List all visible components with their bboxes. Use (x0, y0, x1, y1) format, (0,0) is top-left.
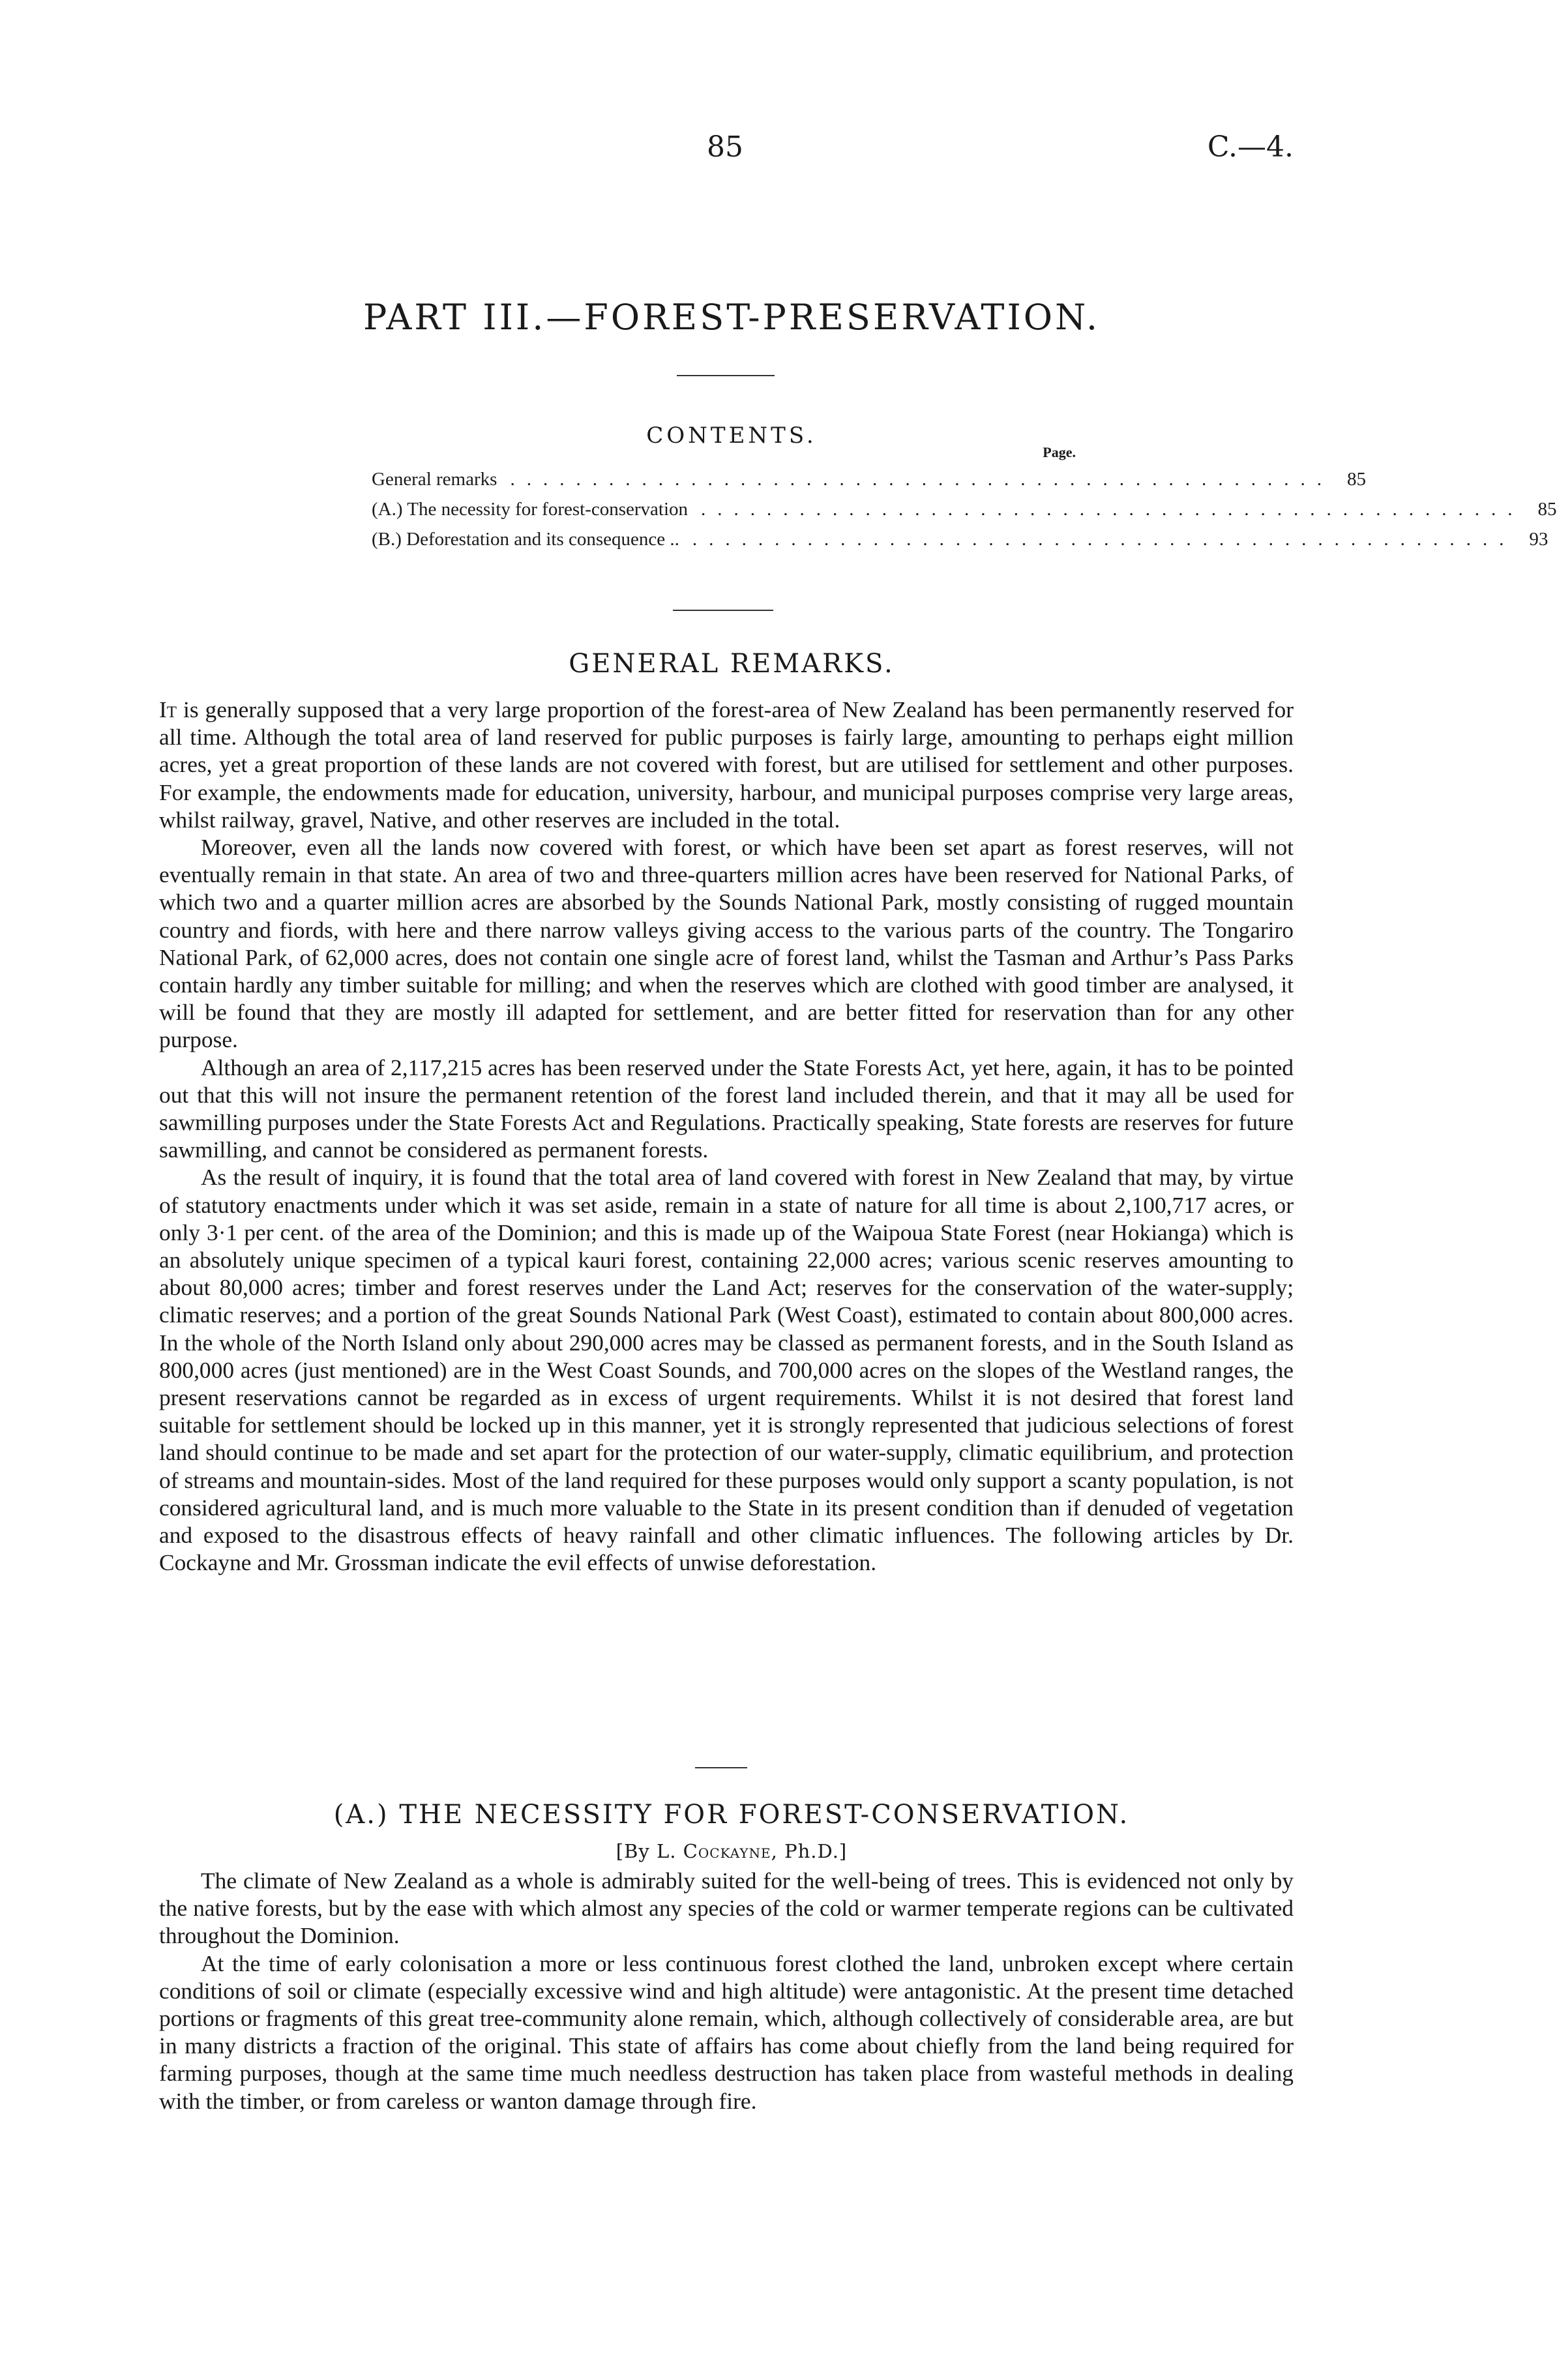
contents-row (372, 494, 1557, 524)
part-title: PART III.—FOREST-PRESERVATION. (363, 297, 1101, 338)
paragraph: The climate of New Zealand as a whole is admirably suited for the well-being of trees. This is evidenced not only by the native forests, but by the ease with which almost any species of the cold or warmer temperate regions can be cultivated throughout the Dominion. (159, 1867, 1294, 1949)
general-remarks-heading: GENERAL REMARKS. (569, 649, 895, 679)
paragraph (159, 696, 1294, 833)
byline-author: L. Cockayne (656, 1840, 771, 1862)
contents-row (372, 464, 1366, 494)
contents-item-label: (A.) The necessity for forest-conservation (372, 499, 689, 520)
paragraph: Although an area of 2,117,215 acres has been reserved under the State Forests Act, yet here, again, it has to be pointed out that this will not insure the permanent retention of the forest land included therein, and that it may all be used for sawmilling purposes under the State Forests Act and Regulations. Practically speaking, State forests are reserves for future sawmilling, and cannot be considered as permanent forests. (159, 1054, 1294, 1163)
page-number: 85 (707, 130, 743, 164)
divider (673, 610, 773, 611)
contents-item-page: 93 (1529, 529, 1549, 550)
leader-dots: .................................................. (701, 499, 1524, 520)
paragraph-text: is generally supposed that a very large proportion of the forest-area of New Zealand has been permanently reserved for all time. Although the total area of land reserved for public purposes is fairly large, amounting to perhaps eight million acres, yet a great proportion of these lands are not covered with forest, but are utilised for settlement and other purposes. For example, the endowments made for education, university, harbour, and municipal purposes comprise very large areas, whilst railway, gravel, Native, and other reserves are included in the total. (159, 696, 1294, 833)
contents-row (372, 524, 1549, 554)
paragraph: Moreover, even all the lands now covered with forest, or which have been set apart as forest reserves, will not eventually remain in that state. An area of two and three-quarters million acres have been reserved for National Parks, of which two and a quarter million acres are absorbed by the Sounds National Park, mostly consisting of rugged mountain country and fiords, with here and there narrow valleys giving access to the various parts of the country. The Tongariro National Park, of 62,000 acres, does not contain one single acre of forest land, whilst the Tasman and Arthur’s Pass Parks contain hardly any timber suitable for milling; and when the reserves which are clothed with good timber are analysed, it will be found that they are mostly ill adapted for settlement, and are better fitted for reservation than for any other purpose. (159, 834, 1294, 1053)
paragraph: At the time of early colonisation a more or less continuous forest clothed the land, unbroken except where certain conditions of soil or climate (especially excessive wind and high altitude) were antagonistic. At the present time detached portions or fragments of this great tree-community alone remain, which, although collectively of considerable area, are but in many districts a fraction of the original. This state of affairs has come about chiefly from the land being required for farming purposes, though at the same time much needless destruction has taken place from wasteful methods in dealing with the timber, or from careless or wanton damage through fire. (159, 1950, 1294, 2114)
section-a-body (159, 1867, 1294, 2115)
byline-prefix: [By (615, 1840, 657, 1862)
document-code: C.—4. (1207, 130, 1294, 164)
leader-dots: .................................................. (692, 529, 1516, 550)
byline-suffix: , Ph.D.] (771, 1840, 848, 1862)
contents-item-label: (B.) Deforestation and its consequence .. (372, 529, 679, 550)
contents-item-label: General remarks (372, 469, 497, 490)
lead-word: It (159, 696, 177, 722)
contents-heading: CONTENTS. (646, 423, 817, 449)
divider (677, 375, 775, 376)
general-remarks-body (159, 696, 1294, 1577)
paragraph: As the result of inquiry, it is found that the total area of land covered with forest in New Zealand that may, by virtue of statutory enactments under which it was set aside, remain in a state of nature for all time is about 2,100,717 acres, or only 3·1 per cent. of the area of the Dominion; and this is made up of the Waipoua State Forest (near Hokianga) which is an absolutely unique specimen of a typical kauri forest, containing 22,000 acres; various scenic reserves amounting to about 80,000 acres; timber and forest reserves under the Land Act; reserves for the conservation of the water-supply; climatic reserves; and a portion of the great Sounds National Park (West Coast), estimated to contain about 800,000 acres. In the whole of the North Island only about 290,000 acres may be classed as permanent forests, and in the South Island as 800,000 acres (just mentioned) are in the West Coast Sounds, and 700,000 acres on the slopes of the Westland ranges, the present reservations cannot be regarded as in excess of urgent requirements. Whilst it is not desired that forest land suitable for settlement should be locked up in this manner, yet it is strongly represented that judicious selections of forest land should continue to be made and set apart for the protection of our water-supply, climatic equilibrium, and protection of streams and mountain-sides. Most of the land required for these purposes would only support a scanty population, is not considered agricultural land, and is much more valuable to the State in its present condition than if denuded of vegetation and exposed to the disastrous effects of heavy rainfall and other climatic influences. The following articles by Dr. Cockayne and Mr. Grossman indicate the evil effects of unwise deforestation. (159, 1164, 1294, 1576)
contents-table (372, 441, 1557, 554)
divider (695, 1767, 747, 1768)
contents-item-page: 85 (1346, 469, 1366, 490)
leader-dots: .................................................. (510, 469, 1333, 490)
contents-item-page: 85 (1537, 499, 1557, 520)
byline (0, 1840, 1463, 1862)
section-a-heading: (A.) THE NECESSITY FOR FOREST-CONSERVATION. (333, 1800, 1130, 1830)
contents-page-label: Page. (1043, 444, 1076, 460)
